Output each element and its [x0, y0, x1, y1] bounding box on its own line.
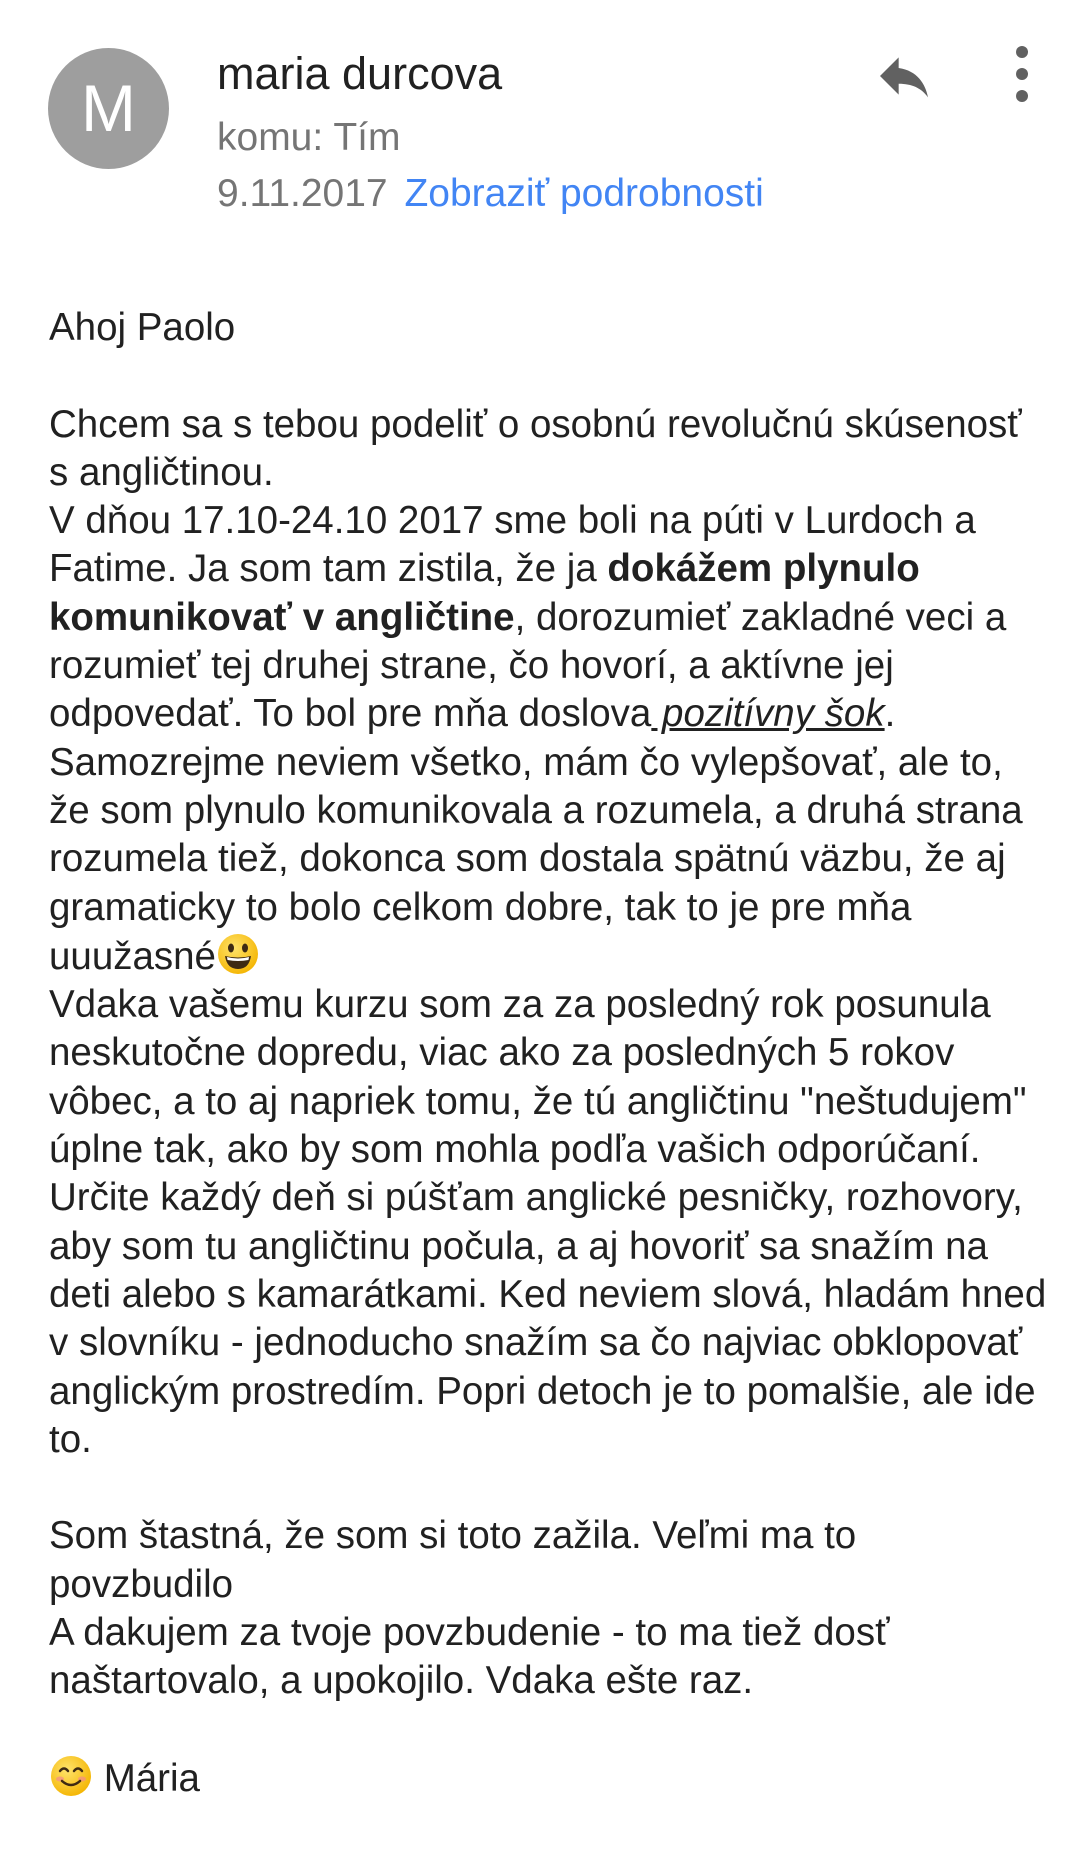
underlined-highlight: pozitívny šok	[651, 692, 885, 736]
more-options-button[interactable]	[1002, 44, 1042, 108]
message-body	[49, 304, 1049, 1803]
paragraph-gap	[49, 1706, 1049, 1754]
intro-line: Chcem sa s tebou podeliť o osobnú revolučnú skúsenosť s angličtinou.	[49, 402, 1022, 494]
happy-line: Som štastná, že som si toto zažila. Veľmi ma to povzbudilo	[49, 1514, 857, 1606]
signature-line	[49, 1754, 1049, 1803]
more-vert-icon	[1002, 44, 1042, 108]
recipient-line: komu: Tím	[217, 116, 401, 159]
paragraph-gap	[49, 352, 1049, 400]
course-paragraph: Vdaka vašemu kurzu som za za posledný rok posunula neskutočne dopredu, viac ako za posledných 5 rokov vôbec, a to aj napriek tomu, že tú angličtinu "neštudujem" úplne tak, ako by som mohla podľa vašich odporúčaní. Určite každý deň si púšťam anglické pesničky, rozhovory, aby som tu angličtinu počula, a aj hovoriť sa snažím na deti alebo s kamarátkami. Ked neviem slová, hladám hned v slovníku - jednoducho snažím sa čo najviac obklopovať anglickým prostredím. Popri detoch je to pomalšie, ale ide to.	[49, 983, 1047, 1461]
greeting: Ahoj Paolo	[49, 306, 236, 349]
experience-text-1: V dňou 17.10-24.10 2017 sme boli na púti v Lurdoch a Fatime. Ja som tam zistila, že ja	[49, 499, 976, 591]
reply-button[interactable]	[872, 44, 936, 108]
grinning-face-emoji	[216, 932, 260, 976]
paragraph-gap	[49, 1464, 1049, 1512]
smiling-face-emoji	[49, 1754, 93, 1798]
experience-paragraph	[49, 497, 1049, 981]
sender-avatar[interactable]: M	[48, 48, 169, 169]
thanks-line: A dakujem za tvoje povzbudenie - to ma tiež dosť naštartovalo, a upokojilo. Vdaka ešte raz.	[49, 1611, 890, 1703]
signature-name: Mária	[93, 1756, 200, 1800]
bold-highlight: dokážem plynulo komunikovať v angličtine	[49, 547, 920, 639]
sender-name[interactable]: maria durcova	[217, 48, 503, 99]
message-date: 9.11.2017	[217, 172, 388, 215]
show-details-link[interactable]: Zobraziť podrobnosti	[404, 172, 764, 215]
reply-icon	[872, 44, 936, 108]
experience-text-2: , dorozumieť zakladné veci a rozumieť tej druhej strane, čo hovorí, a aktívne jej odpovedať. To bol pre mňa doslova	[49, 595, 1007, 736]
message-header	[0, 0, 1081, 260]
date-line	[217, 172, 764, 216]
experience-text-3: . Samozrejme neviem všetko, mám čo vylepšovať, ale to, že som plynulo komunikovala a rozumela, a druhá strana rozumela tiež, dokonca som dostala spätnú väzbu, že aj gramaticky to bolo celkom dobre, tak to je pre mňa uuužasné	[49, 692, 1023, 978]
